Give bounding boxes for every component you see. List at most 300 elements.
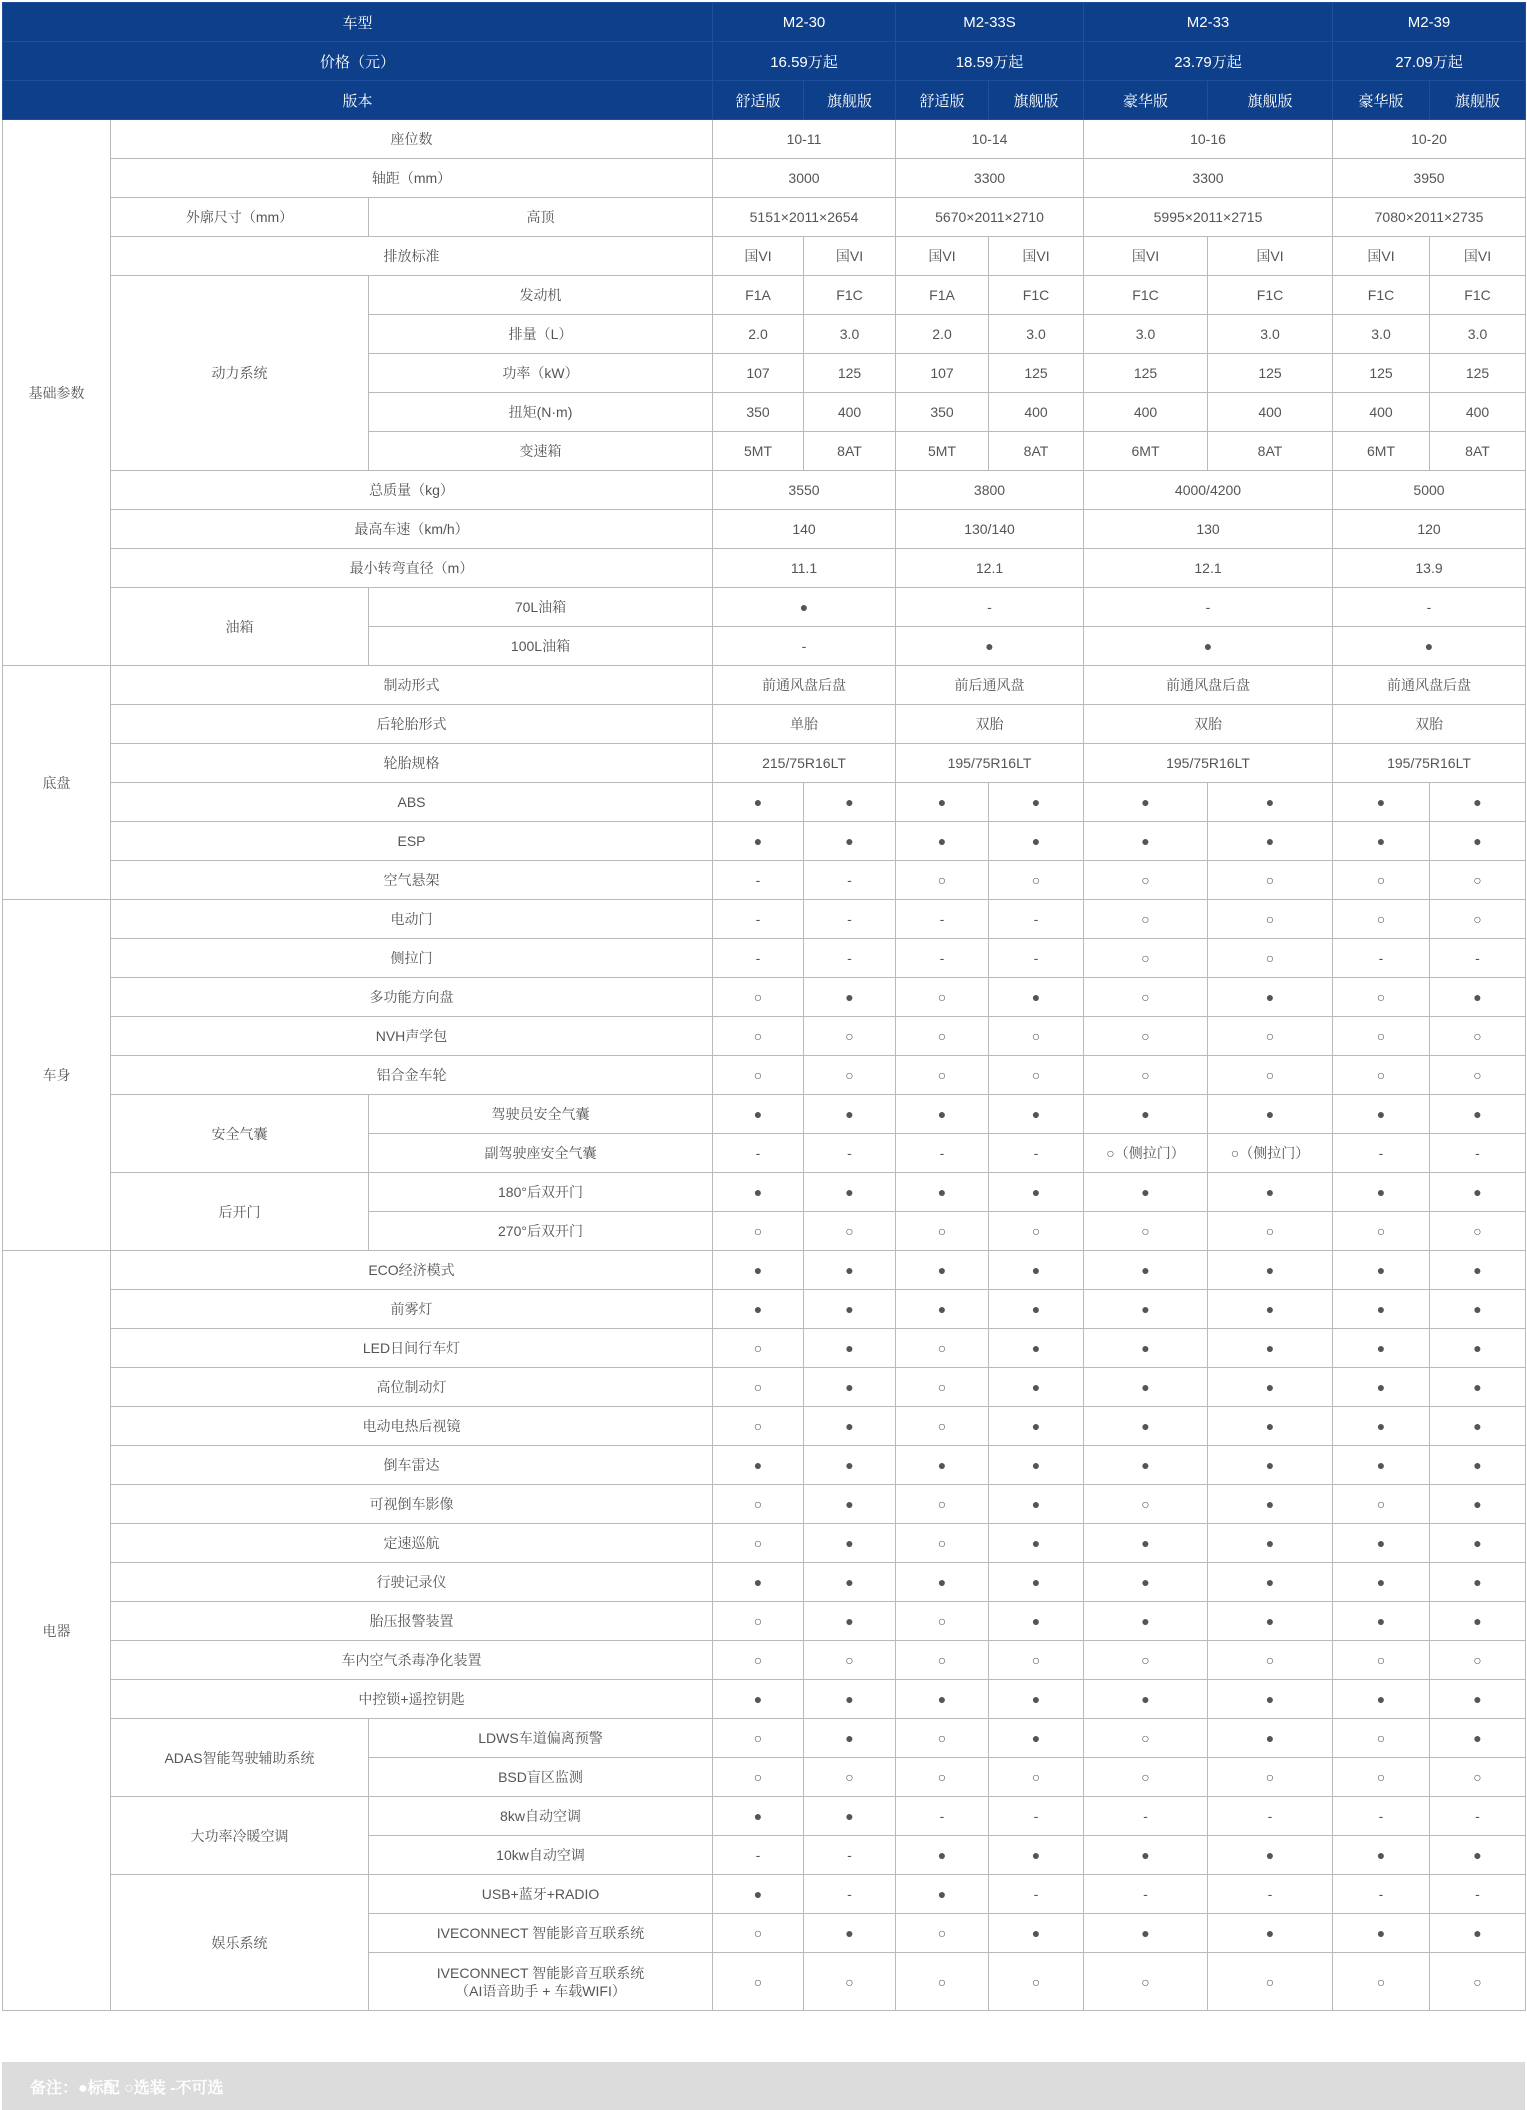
spec-cell: 3.0 <box>989 315 1084 354</box>
spec-cell: ● <box>896 783 989 822</box>
spec-cell: 3.0 <box>1430 315 1526 354</box>
spec-cell: ● <box>713 1680 804 1719</box>
spec-row <box>3 1290 1526 1329</box>
row-label: 侧拉门 <box>111 939 713 978</box>
spec-cell: 125 <box>1333 354 1430 393</box>
spec-row <box>3 1524 1526 1563</box>
spec-row <box>3 1680 1526 1719</box>
spec-cell: ● <box>1333 783 1430 822</box>
version-name: 旗舰版 <box>804 81 896 120</box>
row-sublabel: 100L油箱 <box>369 627 713 666</box>
spec-cell: 3.0 <box>1084 315 1208 354</box>
spec-cell: ● <box>989 1290 1084 1329</box>
spec-cell: - <box>713 939 804 978</box>
spec-cell: ● <box>989 1836 1084 1875</box>
row-label: ADAS智能驾驶辅助系统 <box>111 1719 369 1797</box>
row-sublabel: 180°后双开门 <box>369 1173 713 1212</box>
spec-cell: 215/75R16LT <box>713 744 896 783</box>
spec-cell: ● <box>989 1719 1084 1758</box>
spec-cell: ○ <box>804 1017 896 1056</box>
spec-cell: ○ <box>989 1953 1084 2011</box>
row-label: 座位数 <box>111 120 713 159</box>
spec-cell: ● <box>989 822 1084 861</box>
spec-cell: ○ <box>713 1641 804 1680</box>
model-name: M2-33S <box>896 3 1084 42</box>
spec-cell: ○ <box>1333 1641 1430 1680</box>
spec-cell: 130/140 <box>896 510 1084 549</box>
spec-cell: ● <box>1084 1524 1208 1563</box>
row-sublabel: BSD盲区监测 <box>369 1758 713 1797</box>
spec-cell: - <box>1430 939 1526 978</box>
spec-cell: F1C <box>1333 276 1430 315</box>
spec-row <box>3 1407 1526 1446</box>
spec-cell: ○ <box>989 1212 1084 1251</box>
spec-cell: ○ <box>713 1602 804 1641</box>
spec-cell: F1C <box>804 276 896 315</box>
spec-row <box>3 1875 1526 1914</box>
spec-cell: ● <box>1333 1095 1430 1134</box>
spec-cell: - <box>989 1134 1084 1173</box>
spec-cell: ○ <box>713 1758 804 1797</box>
spec-cell: ● <box>1208 1446 1333 1485</box>
spec-cell: ○ <box>1208 1056 1333 1095</box>
spec-row <box>3 1368 1526 1407</box>
spec-cell: ○ <box>804 1758 896 1797</box>
spec-cell: ○ <box>896 1914 989 1953</box>
spec-cell: ● <box>1333 1524 1430 1563</box>
version-name: 旗舰版 <box>1208 81 1333 120</box>
spec-cell: 5151×2011×2654 <box>713 198 896 237</box>
header-row-version <box>3 81 1526 120</box>
spec-cell: 195/75R16LT <box>1084 744 1333 783</box>
spec-cell: ● <box>1208 1368 1333 1407</box>
spec-cell: ○ <box>804 1641 896 1680</box>
spec-cell: 10-11 <box>713 120 896 159</box>
spec-cell: ● <box>1430 1719 1526 1758</box>
spec-cell: F1A <box>896 276 989 315</box>
version-name: 舒适版 <box>896 81 989 120</box>
row-sublabel: 变速箱 <box>369 432 713 471</box>
spec-row <box>3 861 1526 900</box>
spec-cell: 3300 <box>1084 159 1333 198</box>
spec-row <box>3 510 1526 549</box>
row-label: NVH声学包 <box>111 1017 713 1056</box>
spec-cell: - <box>1333 1134 1430 1173</box>
spec-cell: ● <box>896 1446 989 1485</box>
spec-cell: F1C <box>1430 276 1526 315</box>
spec-cell: ● <box>804 1797 896 1836</box>
spec-cell: ○ <box>1208 1953 1333 2011</box>
row-label: 后轮胎形式 <box>111 705 713 744</box>
spec-cell: 400 <box>1430 393 1526 432</box>
spec-cell: ● <box>804 1173 896 1212</box>
spec-row <box>3 471 1526 510</box>
spec-cell: ○ <box>1084 1953 1208 2011</box>
row-label: ABS <box>111 783 713 822</box>
spec-cell: ● <box>804 1680 896 1719</box>
row-label: 胎压报警装置 <box>111 1602 713 1641</box>
spec-cell: - <box>989 1875 1084 1914</box>
row-sublabel: 扭矩(N·m) <box>369 393 713 432</box>
spec-cell: ○ <box>896 1017 989 1056</box>
spec-cell: - <box>804 900 896 939</box>
spec-cell: ● <box>1208 1602 1333 1641</box>
spec-cell: ● <box>1208 1563 1333 1602</box>
spec-cell: ● <box>1084 627 1333 666</box>
spec-cell: ○ <box>896 1953 989 2011</box>
model-name: M2-33 <box>1084 3 1333 42</box>
spec-cell: ● <box>1333 1446 1430 1485</box>
spec-cell: 2.0 <box>896 315 989 354</box>
spec-cell: ● <box>1430 1407 1526 1446</box>
version-name: 豪华版 <box>1333 81 1430 120</box>
spec-cell: 6MT <box>1084 432 1208 471</box>
spec-cell: ○ <box>896 1758 989 1797</box>
spec-cell: - <box>896 588 1084 627</box>
version-name: 舒适版 <box>713 81 804 120</box>
spec-cell: ○ <box>896 861 989 900</box>
spec-cell: ○ <box>1084 1056 1208 1095</box>
row-label: 娱乐系统 <box>111 1875 369 2011</box>
spec-cell: ● <box>1208 822 1333 861</box>
spec-cell: ● <box>1333 1836 1430 1875</box>
spec-cell: - <box>1333 1797 1430 1836</box>
spec-cell: - <box>804 861 896 900</box>
spec-cell: ○ <box>1084 1017 1208 1056</box>
spec-cell: ● <box>989 978 1084 1017</box>
row-label: 定速巡航 <box>111 1524 713 1563</box>
row-sublabel: 高顶 <box>369 198 713 237</box>
spec-cell: ● <box>896 1251 989 1290</box>
legend-footer <box>2 2062 1525 2110</box>
group-label: 基础参数 <box>3 120 111 666</box>
spec-cell: 6MT <box>1333 432 1430 471</box>
spec-cell: ● <box>1084 1368 1208 1407</box>
spec-cell: 8AT <box>1208 432 1333 471</box>
spec-cell: ● <box>804 1329 896 1368</box>
row-label: 电动电热后视镜 <box>111 1407 713 1446</box>
spec-cell: ○ <box>713 1914 804 1953</box>
spec-cell: 400 <box>804 393 896 432</box>
spec-cell: ● <box>1208 1173 1333 1212</box>
spec-cell: ● <box>896 1836 989 1875</box>
spec-cell: ● <box>804 1290 896 1329</box>
spec-cell: ● <box>896 1563 989 1602</box>
spec-cell: 双胎 <box>1333 705 1526 744</box>
spec-cell: ○ <box>896 1719 989 1758</box>
spec-cell: ● <box>1333 1251 1430 1290</box>
spec-cell: ● <box>804 1095 896 1134</box>
spec-cell: ● <box>1333 1602 1430 1641</box>
spec-row <box>3 159 1526 198</box>
row-sublabel: LDWS车道偏离预警 <box>369 1719 713 1758</box>
spec-cell: ○ <box>896 1056 989 1095</box>
spec-cell: 前后通风盘 <box>896 666 1084 705</box>
spec-cell: 3.0 <box>804 315 896 354</box>
spec-cell: ○ <box>1430 1212 1526 1251</box>
spec-cell: ● <box>1084 1290 1208 1329</box>
spec-cell: 350 <box>896 393 989 432</box>
spec-cell: ● <box>804 1407 896 1446</box>
version-name: 豪华版 <box>1084 81 1208 120</box>
row-label: 大功率冷暖空调 <box>111 1797 369 1875</box>
spec-cell: ● <box>1208 1524 1333 1563</box>
spec-row <box>3 1329 1526 1368</box>
spec-cell: ● <box>1208 1329 1333 1368</box>
spec-cell: 400 <box>1208 393 1333 432</box>
row-label: 最高车速（km/h） <box>111 510 713 549</box>
spec-cell: ● <box>1333 1914 1430 1953</box>
row-label: 前雾灯 <box>111 1290 713 1329</box>
spec-cell: ● <box>989 783 1084 822</box>
spec-row <box>3 1797 1526 1836</box>
spec-cell: ○ <box>1208 900 1333 939</box>
spec-cell: - <box>989 900 1084 939</box>
spec-cell: ○ <box>1333 978 1430 1017</box>
spec-cell: ○ <box>896 978 989 1017</box>
spec-cell: ○ <box>989 1758 1084 1797</box>
spec-cell: 5MT <box>896 432 989 471</box>
row-label: 空气悬架 <box>111 861 713 900</box>
spec-cell: - <box>989 1797 1084 1836</box>
spec-cell: ○ <box>896 1602 989 1641</box>
spec-table <box>2 2 1526 2011</box>
spec-cell: ○ <box>1084 978 1208 1017</box>
spec-cell: ● <box>1430 1524 1526 1563</box>
spec-cell: ○ <box>804 1056 896 1095</box>
row-label: 倒车雷达 <box>111 1446 713 1485</box>
model-name: M2-39 <box>1333 3 1526 42</box>
spec-cell: ● <box>804 1446 896 1485</box>
spec-cell: ● <box>1208 1251 1333 1290</box>
spec-cell: ● <box>1333 1407 1430 1446</box>
spec-cell: ○ <box>896 1524 989 1563</box>
spec-cell: 5MT <box>713 432 804 471</box>
spec-cell: ○ <box>896 1407 989 1446</box>
spec-cell: ○ <box>1208 861 1333 900</box>
spec-row <box>3 744 1526 783</box>
spec-cell: ○ <box>896 1329 989 1368</box>
spec-cell: ● <box>713 1875 804 1914</box>
spec-cell: 3550 <box>713 471 896 510</box>
spec-cell: ● <box>713 1563 804 1602</box>
spec-cell: F1C <box>1084 276 1208 315</box>
spec-cell: ● <box>1333 1680 1430 1719</box>
spec-cell: ● <box>1430 1680 1526 1719</box>
spec-cell: - <box>1208 1797 1333 1836</box>
row-label: 轮胎规格 <box>111 744 713 783</box>
spec-row <box>3 1563 1526 1602</box>
spec-cell: ● <box>1084 822 1208 861</box>
spec-row <box>3 1251 1526 1290</box>
spec-cell: 国VI <box>989 237 1084 276</box>
spec-cell: ● <box>1430 1602 1526 1641</box>
spec-cell: - <box>1333 1875 1430 1914</box>
spec-cell: ● <box>1084 1095 1208 1134</box>
spec-cell: 107 <box>713 354 804 393</box>
spec-cell: 400 <box>1333 393 1430 432</box>
spec-cell: ● <box>713 1797 804 1836</box>
spec-cell: ○ <box>713 1056 804 1095</box>
spec-cell: ● <box>989 1914 1084 1953</box>
spec-cell: ● <box>896 1680 989 1719</box>
spec-cell: ● <box>1084 1407 1208 1446</box>
spec-cell: ● <box>1333 1563 1430 1602</box>
spec-cell: 11.1 <box>713 549 896 588</box>
spec-cell: ● <box>713 1095 804 1134</box>
row-label: 动力系统 <box>111 276 369 471</box>
spec-cell: ○ <box>1430 1641 1526 1680</box>
row-label: 制动形式 <box>111 666 713 705</box>
spec-row <box>3 978 1526 1017</box>
spec-row <box>3 1641 1526 1680</box>
spec-cell: 5995×2011×2715 <box>1084 198 1333 237</box>
spec-cell: ○ <box>1208 1641 1333 1680</box>
row-label: 轴距（mm） <box>111 159 713 198</box>
spec-cell: ● <box>1430 1485 1526 1524</box>
spec-row <box>3 549 1526 588</box>
spec-cell: ● <box>804 1914 896 1953</box>
spec-cell: ● <box>804 822 896 861</box>
spec-cell: 125 <box>1208 354 1333 393</box>
spec-cell: 10-16 <box>1084 120 1333 159</box>
spec-cell: 5000 <box>1333 471 1526 510</box>
spec-cell: 3300 <box>896 159 1084 198</box>
spec-cell: - <box>804 1836 896 1875</box>
spec-cell: 3.0 <box>1333 315 1430 354</box>
spec-cell: ● <box>1208 1485 1333 1524</box>
spec-cell: ● <box>804 1563 896 1602</box>
spec-cell: ● <box>1208 1095 1333 1134</box>
spec-cell: ● <box>1430 1836 1526 1875</box>
spec-cell: ● <box>989 1602 1084 1641</box>
spec-cell: - <box>804 1134 896 1173</box>
spec-cell: ● <box>804 1524 896 1563</box>
spec-cell: ○ <box>1430 900 1526 939</box>
spec-cell: ● <box>1208 1914 1333 1953</box>
spec-cell: ○ <box>713 1719 804 1758</box>
spec-cell: 400 <box>1084 393 1208 432</box>
spec-cell: ○ <box>713 1953 804 2011</box>
spec-cell: ○ <box>1430 861 1526 900</box>
spec-cell: - <box>896 900 989 939</box>
row-sublabel <box>369 1953 713 2011</box>
spec-cell: ○ <box>1084 900 1208 939</box>
spec-cell: ● <box>1333 822 1430 861</box>
spec-cell: ● <box>713 1290 804 1329</box>
spec-cell: ○ <box>713 1017 804 1056</box>
spec-row <box>3 588 1526 627</box>
spec-cell: 双胎 <box>896 705 1084 744</box>
spec-cell: 400 <box>989 393 1084 432</box>
model-price: 27.09万起 <box>1333 42 1526 81</box>
spec-row <box>3 1017 1526 1056</box>
spec-row <box>3 1719 1526 1758</box>
spec-row <box>3 1485 1526 1524</box>
spec-cell: ● <box>713 1173 804 1212</box>
spec-cell: ○ <box>1208 1758 1333 1797</box>
spec-cell: ○ <box>1084 1641 1208 1680</box>
spec-row <box>3 198 1526 237</box>
spec-cell: 10-20 <box>1333 120 1526 159</box>
spec-cell: ● <box>1084 783 1208 822</box>
row-label: 后开门 <box>111 1173 369 1251</box>
spec-cell: - <box>1430 1875 1526 1914</box>
table-header <box>3 3 1526 120</box>
row-label: 铝合金车轮 <box>111 1056 713 1095</box>
spec-cell: ● <box>804 1485 896 1524</box>
row-label: ECO经济模式 <box>111 1251 713 1290</box>
spec-cell: ○ <box>713 1407 804 1446</box>
spec-cell: F1C <box>1208 276 1333 315</box>
spec-cell: ○ <box>1208 939 1333 978</box>
row-sublabel: 8kw自动空调 <box>369 1797 713 1836</box>
spec-cell: ○ <box>1333 1485 1430 1524</box>
spec-cell: ● <box>1084 1329 1208 1368</box>
version-name: 旗舰版 <box>989 81 1084 120</box>
spec-cell: - <box>713 1836 804 1875</box>
spec-cell: ● <box>804 1719 896 1758</box>
spec-cell: ○ <box>1333 1758 1430 1797</box>
spec-cell: 195/75R16LT <box>1333 744 1526 783</box>
spec-cell: ○ <box>713 1485 804 1524</box>
spec-cell: 国VI <box>896 237 989 276</box>
spec-cell: ● <box>1208 1407 1333 1446</box>
header-row-model <box>3 3 1526 42</box>
spec-cell: 4000/4200 <box>1084 471 1333 510</box>
spec-cell: ○ <box>1084 861 1208 900</box>
spec-cell: ● <box>1084 1914 1208 1953</box>
spec-cell: ○ <box>713 978 804 1017</box>
spec-cell: ● <box>1084 1602 1208 1641</box>
row-sublabel: 驾驶员安全气囊 <box>369 1095 713 1134</box>
spec-cell: ● <box>1084 1563 1208 1602</box>
row-label: 最小转弯直径（m） <box>111 549 713 588</box>
spec-cell: 国VI <box>804 237 896 276</box>
spec-cell: ● <box>989 1524 1084 1563</box>
spec-cell: ● <box>804 783 896 822</box>
row-label: LED日间行车灯 <box>111 1329 713 1368</box>
spec-cell: - <box>1333 588 1526 627</box>
spec-cell: 120 <box>1333 510 1526 549</box>
spec-cell: ● <box>1084 1173 1208 1212</box>
spec-cell: - <box>713 1134 804 1173</box>
spec-cell: 10-14 <box>896 120 1084 159</box>
spec-cell: - <box>1084 1797 1208 1836</box>
spec-cell: ○ <box>1084 1485 1208 1524</box>
spec-cell: 国VI <box>1430 237 1526 276</box>
spec-cell: ● <box>713 783 804 822</box>
spec-cell: ● <box>896 822 989 861</box>
row-label: 中控锁+遥控钥匙 <box>111 1680 713 1719</box>
spec-cell: 国VI <box>1084 237 1208 276</box>
spec-cell: 前通风盘后盘 <box>1084 666 1333 705</box>
header-model-label: 车型 <box>3 3 713 42</box>
spec-cell: 107 <box>896 354 989 393</box>
spec-cell: 12.1 <box>1084 549 1333 588</box>
spec-cell: ● <box>989 1368 1084 1407</box>
group-label: 车身 <box>3 900 111 1251</box>
spec-cell: ● <box>1430 1446 1526 1485</box>
row-sublabel: 副驾驶座安全气囊 <box>369 1134 713 1173</box>
model-price: 18.59万起 <box>896 42 1084 81</box>
spec-cell: ○ <box>896 1485 989 1524</box>
spec-cell: ○ <box>896 1212 989 1251</box>
spec-row <box>3 705 1526 744</box>
spec-row <box>3 900 1526 939</box>
row-label: 行驶记录仪 <box>111 1563 713 1602</box>
spec-cell: ○ <box>989 1641 1084 1680</box>
